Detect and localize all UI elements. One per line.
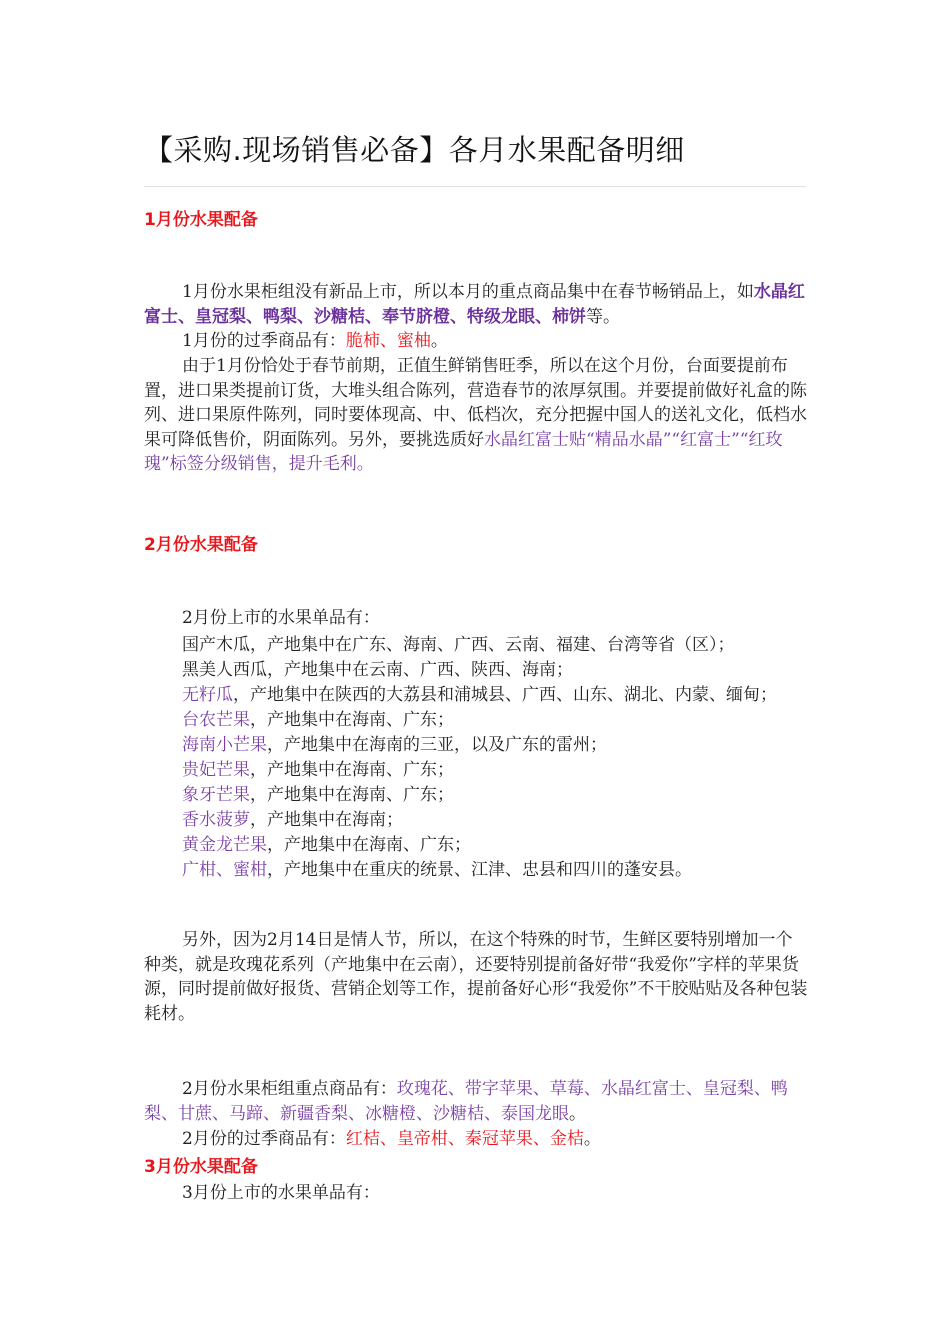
- feb-key-items: 2月份水果柜组重点商品有：玫瑰花、带字苹果、草莓、水晶红富士、皇冠梨、鸭梨、甘蔗、马蹄、新疆香梨、冰糖橙、沙糖桔、泰国龙眼。: [144, 1079, 788, 1124]
- list-item: 广柑、蜜柑，产地集中在重庆的统景、江津、忠县和四川的蓬安县。: [182, 860, 692, 880]
- list-item: 香水菠萝，产地集中在海南；: [182, 810, 403, 830]
- feb-off-season: 2月份的过季商品有：红桔、皇帝柑、秦冠苹果、金桔。: [182, 1129, 601, 1149]
- list-item: 黑美人西瓜，产地集中在云南、广西、陕西、海南；: [182, 660, 573, 680]
- section-heading-mar: 3月份水果配备: [144, 1157, 258, 1177]
- section-heading-feb: 2月份水果配备: [144, 535, 258, 555]
- list-item: 国产木瓜，产地集中在广东、海南、广西、云南、福建、台湾等省（区）；: [182, 635, 735, 655]
- feb-intro: 2月份上市的水果单品有：: [182, 608, 380, 628]
- jan-key-items: 水晶红富士、皇冠梨、鸭梨、沙糖桔、奉节脐橙、特级龙眼、柿饼: [144, 282, 805, 327]
- list-item: 贵妃芒果，产地集中在海南、广东；: [182, 760, 454, 780]
- section-heading-jan: 1月份水果配备: [144, 210, 258, 230]
- jan-paragraph-2: 由于1月份恰处于春节前期，正值生鲜销售旺季，所以在这个月份，台面要提前布置，进口果类提前订货，大堆头组合陈列，营造春节的浓厚氛围。并要提前做好礼盒的陈列、进口果原件陈列，同时要体现高、中、低档次，充分把握中国人的送礼文化，低档水果可降低售价，阴面陈列。另外，要挑选质好水晶红富士贴“精品水晶”“红富士”“红玫瑰”标签分级销售，提升毛利。: [144, 356, 807, 474]
- list-item: 台农芒果，产地集中在海南、广东；: [182, 710, 454, 730]
- jan-paragraph-1: 1月份水果柜组没有新品上市，所以本月的重点商品集中在春节畅销品上，如水晶红富士、皇冠梨、鸭梨、沙糖桔、奉节脐橙、特级龙眼、柿饼等。: [144, 282, 805, 327]
- jan-grading-note: 水晶红富士贴“精品水晶”“红富士”“红玫瑰”标签分级销售，提升毛利。: [144, 429, 783, 474]
- feb-valentines-paragraph: 另外，因为2月14日是情人节，所以，在这个特殊的时节，生鲜区要特别增加一个种类，就是玫瑰花系列（产地集中在云南），还要特别提前备好带“我爱你”字样的苹果货源，同时提前做好报货、营销企划等工作，提前备好心形“我爱你”不干胶贴贴及各种包装耗材。: [144, 930, 808, 1024]
- mar-intro: 3月份上市的水果单品有：: [182, 1183, 380, 1203]
- title-divider: [144, 186, 806, 187]
- list-item: 无籽瓜，产地集中在陕西的大荔县和浦城县、广西、山东、湖北、内蒙、缅甸；: [182, 685, 777, 705]
- jan-off-season: 1月份的过季商品有：脆柿、蜜柚。: [182, 331, 448, 351]
- list-item: 海南小芒果，产地集中在海南的三亚，以及广东的雷州；: [182, 735, 607, 755]
- list-item: 象牙芒果，产地集中在海南、广东；: [182, 785, 454, 805]
- feb-off-items: 红桔、皇帝柑、秦冠苹果、金桔: [345, 1129, 584, 1149]
- list-item: 黄金龙芒果，产地集中在海南、广东；: [182, 835, 471, 855]
- page-title: 【采购.现场销售必备】各月水果配备明细: [144, 133, 685, 167]
- jan-off-items: 脆柿、蜜柚: [345, 331, 431, 351]
